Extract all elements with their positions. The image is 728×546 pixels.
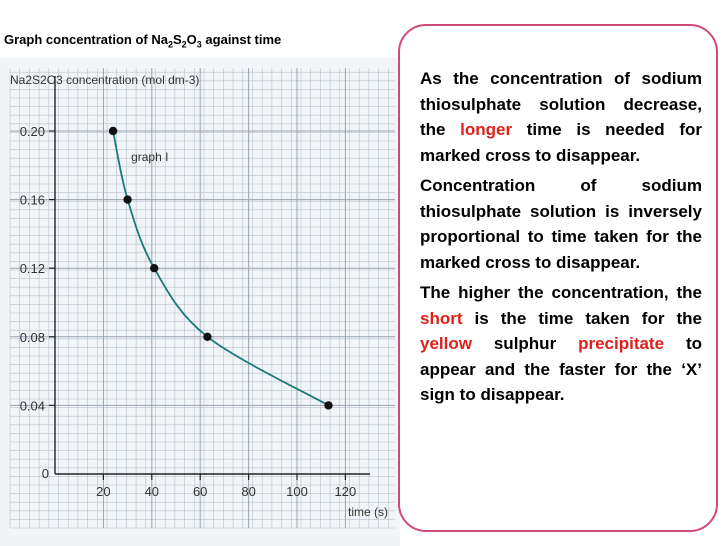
caption-subscript: 3 <box>196 39 202 50</box>
paragraph-text: Concentration of sodium thiosulphate solution is inversely proportional to time taken for the marked cross to disappear. <box>420 176 702 272</box>
x-axis-label: time (s) <box>348 505 388 519</box>
data-point <box>203 333 211 341</box>
paragraph-text: is the time taken for the <box>462 308 702 328</box>
data-point <box>109 127 117 135</box>
explanation-paragraph-3 <box>420 280 702 408</box>
y-tick-label: 0.12 <box>19 261 45 277</box>
paragraph-text: The higher the concentration, the <box>420 283 702 302</box>
highlight-word-yellow: yellow <box>420 334 472 353</box>
x-tick-label: 120 <box>334 484 357 499</box>
caption-text: S <box>172 32 182 47</box>
x-tick-label: 100 <box>286 484 308 499</box>
caption-subscript: 2 <box>167 39 173 50</box>
concentration-time-chart <box>0 58 400 546</box>
chart-panel <box>0 58 400 546</box>
x-tick-label: 60 <box>192 484 208 499</box>
y-tick-label: 0.04 <box>19 398 45 414</box>
highlight-word-precipitate: precipitate <box>578 334 665 353</box>
x-tick-label: 80 <box>241 484 256 499</box>
paragraph-text: sulphur <box>471 334 579 353</box>
series-label: graph I <box>131 150 169 164</box>
x-tick-label: 20 <box>96 484 111 499</box>
paragraph-text: to appear and the faster for the ‘X’ sign to disappear. <box>420 334 702 404</box>
paragraph-text: As the concentration of sodium thiosulphate solution decrease, the <box>420 69 702 139</box>
y-tick-label: 0.08 <box>19 329 45 345</box>
explanation-paragraph-2 <box>420 173 702 275</box>
data-point <box>123 195 131 203</box>
highlight-word-longer: longer <box>460 120 513 139</box>
highlight-word-short: short <box>420 308 463 328</box>
y-tick-label: 0.16 <box>19 192 45 208</box>
y-tick-label: 0.20 <box>19 124 45 139</box>
x-tick-label: 40 <box>144 484 160 499</box>
caption-subscript: 2 <box>181 39 187 50</box>
y-axis-label: Na2S2O3 concentration (mol dm-3) <box>10 73 200 87</box>
data-point <box>150 264 158 272</box>
chart-caption <box>4 32 281 50</box>
data-point <box>324 401 332 409</box>
explanation-paragraph-1 <box>420 66 702 168</box>
caption-text: Graph concentration of Na <box>4 32 168 47</box>
x-tick-label: 0 <box>41 466 49 481</box>
explanation-box <box>398 24 718 532</box>
caption-text: O <box>186 32 197 47</box>
paragraph-text: time is needed for marked cross to disappear. <box>420 120 702 165</box>
caption-text: against time <box>201 32 282 47</box>
